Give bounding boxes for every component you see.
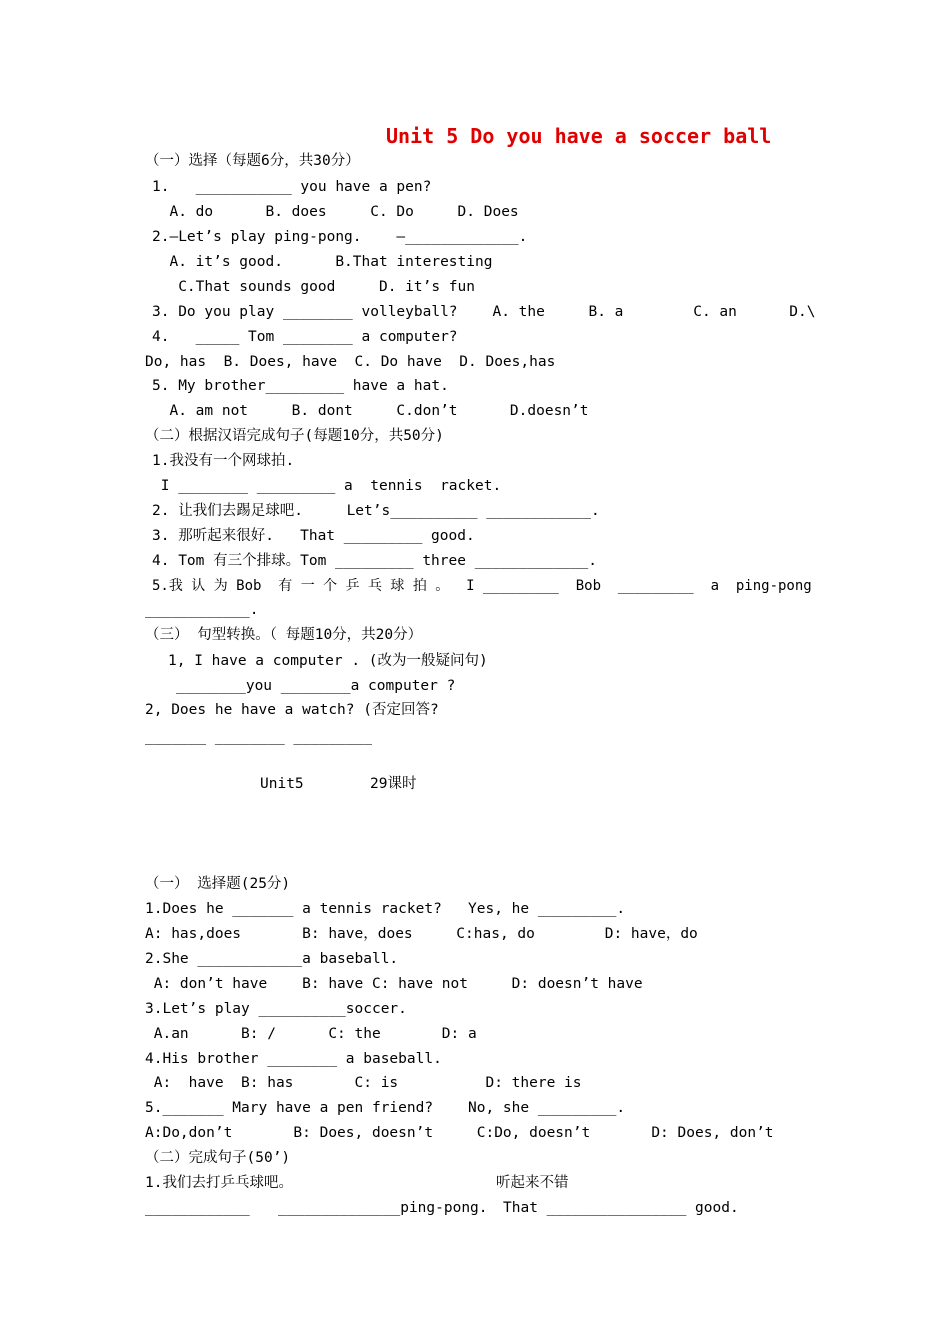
part1-header: （一）选择（每题6分，共30分）	[145, 153, 360, 169]
section2-part1-header: （一） 选择题(25分)	[145, 876, 291, 892]
part1-line: 3. Do you play ________ volleyball? A. the B. a C. an D.\	[152, 304, 816, 320]
part1-line: A. it’s good. B.That interesting	[152, 254, 493, 270]
worksheet-title: Unit 5 Do you have a soccer ball	[386, 124, 772, 148]
section2-line: A.an B: / C: the D: a	[145, 1026, 477, 1042]
section2-line: A:Do,don’t B: Does, doesn’t C:Do, doesn’t D: Does, don’t	[145, 1125, 774, 1141]
part2-line: 5.我 认 为 Bob 有 一 个 乒 乓 球 拍 。 I _________ Bob _________ a ping-pong	[152, 578, 812, 594]
part3-line: ________you ________a computer ?	[176, 678, 456, 694]
part1-line: A. do B. does C. Do D. Does	[152, 204, 519, 220]
lesson-label: 29课时	[370, 776, 417, 792]
part2-line: 1.我没有一个网球拍.	[152, 453, 295, 469]
part1-line: Do, has B. Does, have C. Do have D. Does,has	[145, 354, 556, 370]
section2-line: A: don’t have B: have C: have not D: doesn’t have	[145, 976, 643, 992]
part1-line: 1. ___________ you have a pen?	[152, 179, 432, 195]
part1-line: 2.—Let’s play ping-pong. —_____________.	[152, 229, 528, 245]
part1-line: A. am not B. dont C.don’t D.doesn’t	[152, 403, 589, 419]
section2-q1-blank-pingpong: ______________ping-pong.	[278, 1200, 488, 1216]
part2-header: （二）根据汉语完成句子(每题10分，共50分)	[145, 428, 444, 444]
section2-q1-chinese: 1.我们去打乒乓球吧。	[145, 1175, 293, 1191]
part2-line: 2. 让我们去踢足球吧. Let’s__________ ____________.	[152, 503, 600, 519]
section2-line: 3.Let’s play __________soccer.	[145, 1001, 407, 1017]
section2-q1-that-good: That ________________ good.	[503, 1200, 739, 1216]
section2-q1-blank: ____________	[145, 1200, 250, 1216]
part3-line: 1, I have a computer . (改为一般疑问句)	[168, 653, 488, 669]
part3-header: （三） 句型转换。（ 每题10分，共20分）	[145, 627, 423, 643]
part2-line: I ________ _________ a tennis racket.	[152, 478, 502, 494]
part1-line: C.That sounds good D. it’s fun	[152, 279, 476, 295]
section2-line: 2.She ____________a baseball.	[145, 951, 399, 967]
part1-line: 4. _____ Tom ________ a computer?	[152, 329, 458, 345]
section2-line: A: have B: has C: is D: there is	[145, 1075, 582, 1091]
part3-line: _______ ________ _________	[145, 729, 372, 745]
section2-line: 1.Does he _______ a tennis racket? Yes, he _________.	[145, 901, 626, 917]
part2-line: 3. 那听起来很好. That _________ good.	[152, 528, 475, 544]
section2-line: A: has,does B: have，does C:has, do D: have，do	[145, 926, 698, 942]
part3-line: 2, Does he have a watch? (否定回答?	[145, 702, 439, 718]
unit-label: Unit5	[260, 776, 304, 792]
section2-q1-chinese-right: 听起来不错	[496, 1175, 569, 1191]
section2-part2-header: （二）完成句子(50’)	[145, 1150, 291, 1166]
part1-line: 5. My brother_________ have a hat.	[152, 378, 449, 394]
section2-line: 5._______ Mary have a pen friend? No, she _________.	[145, 1100, 626, 1116]
part2-line: 4. Tom 有三个排球。Tom _________ three _____________.	[152, 553, 597, 569]
section2-line: 4.His brother ________ a baseball.	[145, 1051, 442, 1067]
part2-line: ____________.	[145, 602, 259, 618]
